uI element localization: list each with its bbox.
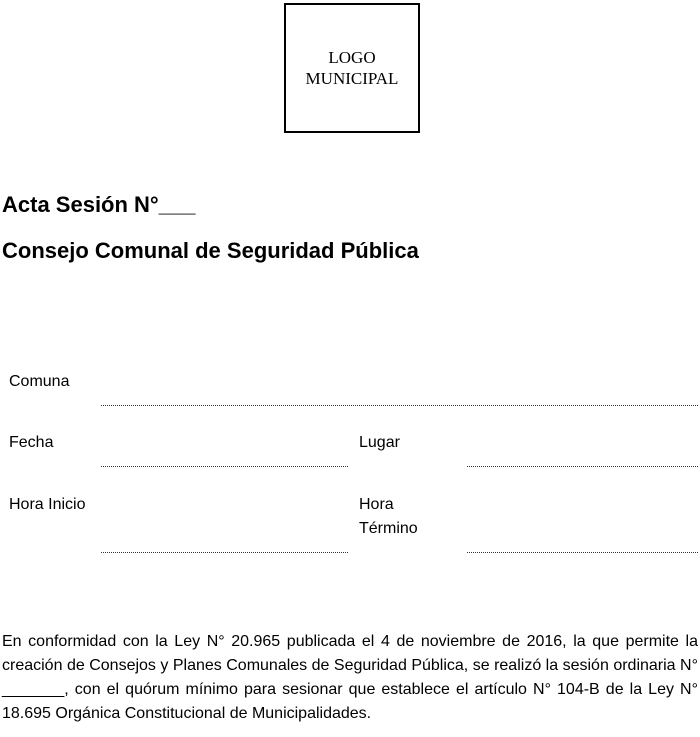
logo-text-line-1: LOGO bbox=[328, 48, 376, 67]
hora-termino-label-line-1: Hora bbox=[359, 496, 394, 513]
logo-text-line-2: MUNICIPAL bbox=[305, 69, 399, 88]
lugar-field-line[interactable] bbox=[467, 466, 698, 467]
fecha-label: Fecha bbox=[9, 434, 54, 451]
hora-termino-label-line-2: Término bbox=[359, 520, 418, 537]
body-paragraph: En conformidad con la Ley N° 20.965 publicada el 4 de noviembre de 2016, la que permite la creación de Consejos y Planes Comunales de Seguridad Pública, se realizó la sesión ordinaria N° _______, con el quórum mínimo para sesionar que establece el artículo N° 104-B de la Ley N° 18.695 Orgánica Constitucional de Municipalidades. bbox=[2, 633, 698, 722]
comuna-label: Comuna bbox=[9, 373, 70, 390]
lugar-label: Lugar bbox=[359, 434, 400, 451]
hora-inicio-field-line[interactable] bbox=[101, 552, 348, 553]
comuna-field-line[interactable] bbox=[101, 405, 698, 406]
logo-placeholder bbox=[284, 3, 420, 133]
fecha-field-line[interactable] bbox=[101, 466, 348, 467]
acta-title: Acta Sesión N°___ bbox=[2, 192, 196, 217]
hora-inicio-label: Hora Inicio bbox=[9, 496, 86, 513]
hora-termino-field-line[interactable] bbox=[467, 552, 698, 553]
consejo-title: Consejo Comunal de Seguridad Pública bbox=[2, 238, 419, 263]
